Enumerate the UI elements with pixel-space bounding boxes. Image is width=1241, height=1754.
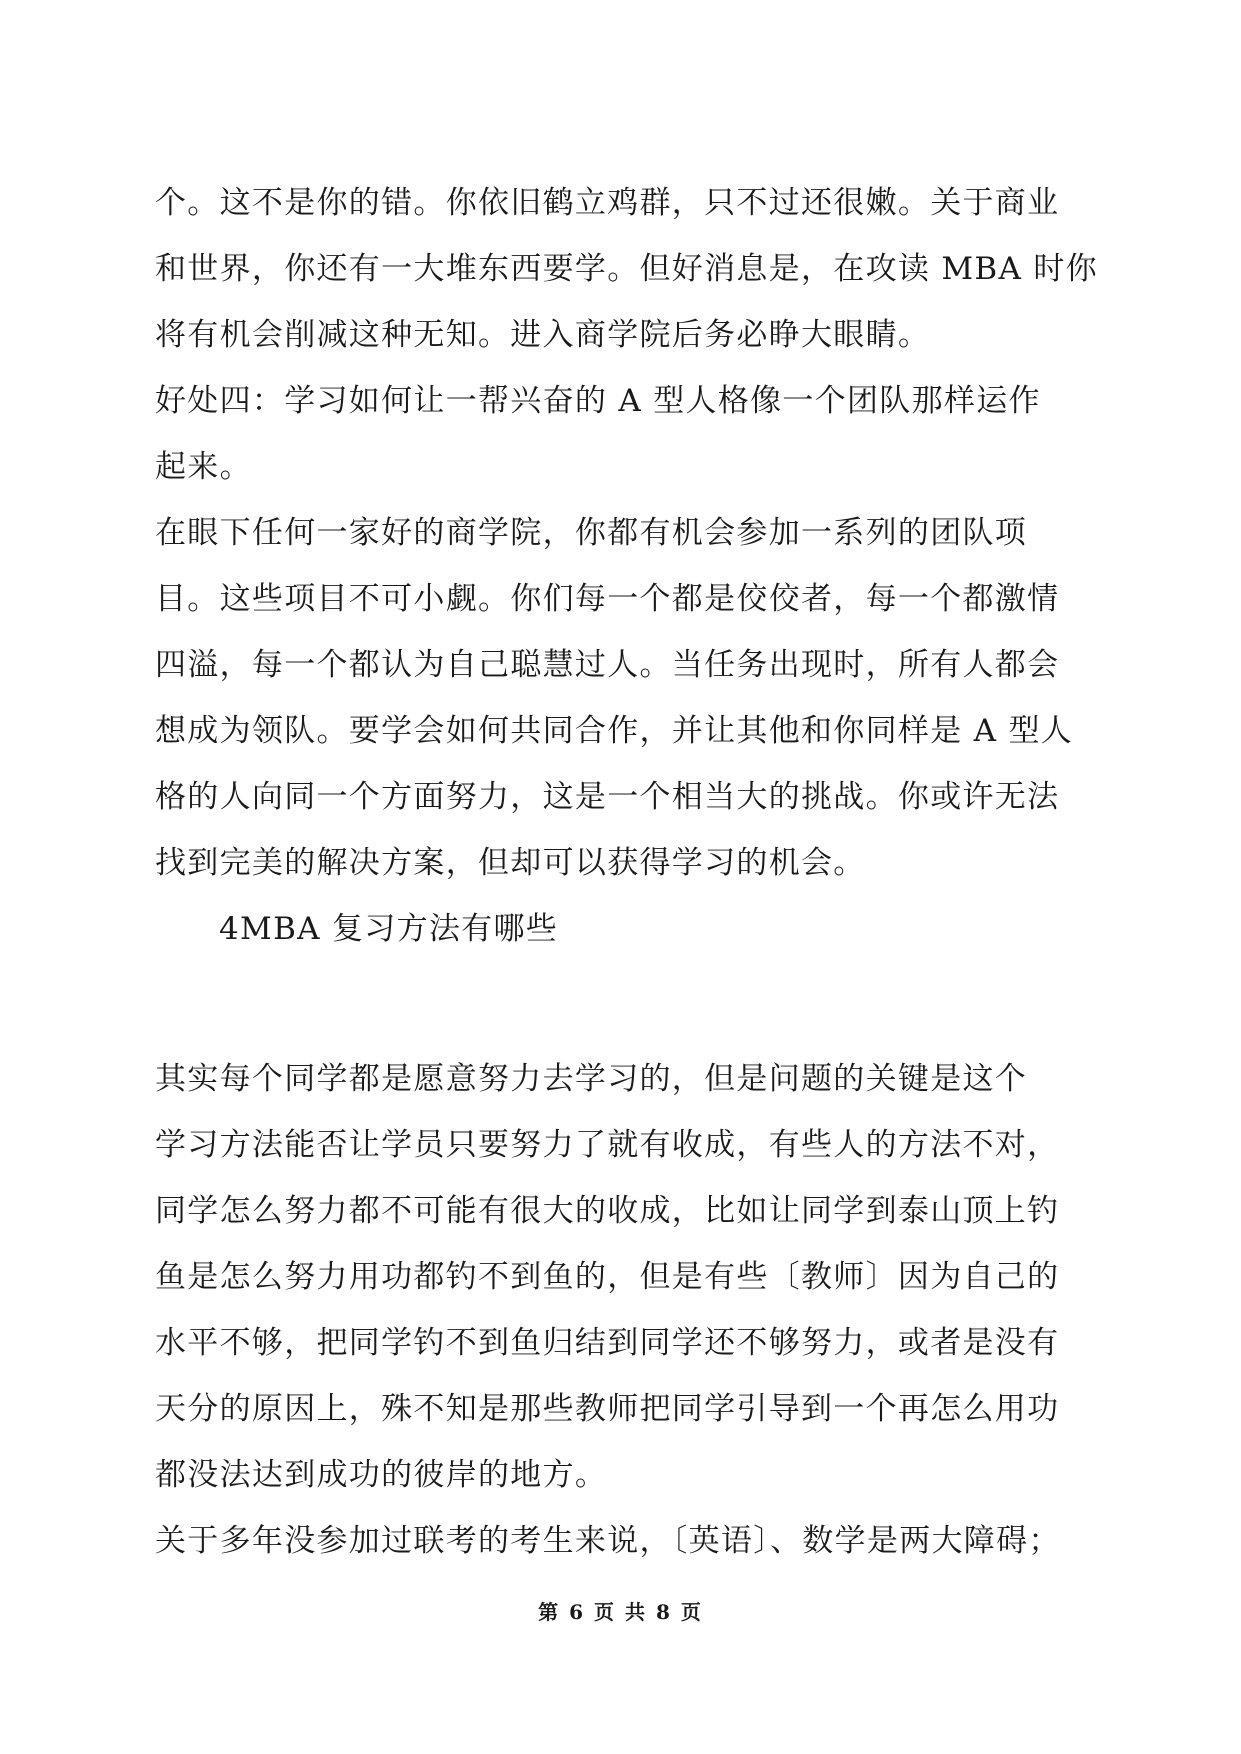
text-line: 想成为领队。要学会如何共同合作，并让其他和你同样是 A 型人 bbox=[155, 713, 1074, 749]
text-line: 目。这些项目不可小觑。你们每一个都是佼佼者，每一个都激情 bbox=[155, 581, 1060, 617]
text-line: 和世界，你还有一大堆东西要学。但好消息是，在攻读 MBA 时你 bbox=[155, 251, 1098, 287]
text-line: 找到完美的解决方案，但却可以获得学习的机会。 bbox=[155, 845, 866, 881]
text-line: 格的人向同一个方面努力，这是一个相当大的挑战。你或许无法 bbox=[155, 779, 1060, 815]
text-line: 同学怎么努力都不可能有很大的收成，比如让同学到泰山顶上钓 bbox=[155, 1193, 1060, 1229]
text-line: 其实每个同学都是愿意努力去学习的，但是问题的关键是这个 bbox=[155, 1061, 1028, 1097]
page-number-footer: 第 6 页 共 8 页 bbox=[538, 1600, 703, 1624]
text-line: 起来。 bbox=[155, 449, 252, 485]
text-line: 个。这不是你的错。你依旧鹤立鸡群，只不过还很嫩。关于商业 bbox=[155, 185, 1060, 221]
text-line: 鱼是怎么努力用功都钓不到鱼的，但是有些〔教师〕因为自己的 bbox=[155, 1259, 1060, 1295]
text-line: 好处四：学习如何让一帮兴奋的 A 型人格像一个团队那样运作 bbox=[155, 383, 1041, 419]
text-line: 都没法达到成功的彼岸的地方。 bbox=[155, 1457, 608, 1493]
text-line: 四溢，每一个都认为自己聪慧过人。当任务出现时，所有人都会 bbox=[155, 647, 1060, 683]
text-line: 水平不够，把同学钓不到鱼归结到同学还不够努力，或者是没有 bbox=[155, 1325, 1060, 1361]
text-line: 关于多年没参加过联考的考生来说，〔英语〕、数学是两大障碍； bbox=[155, 1523, 1061, 1559]
text-line: 学习方法能否让学员只要努力了就有收成，有些人的方法不对， bbox=[155, 1127, 1060, 1163]
text-line: 将有机会削减这种无知。进入商学院后务必睁大眼睛。 bbox=[155, 317, 931, 353]
text-line: 在眼下任何一家好的商学院，你都有机会参加一系列的团队项 bbox=[155, 515, 1028, 551]
section-heading: 4MBA 复习方法有哪些 bbox=[219, 911, 559, 947]
text-line: 天分的原因上，殊不知是那些教师把同学引导到一个再怎么用功 bbox=[155, 1391, 1060, 1427]
document-body bbox=[155, 183, 1098, 1587]
